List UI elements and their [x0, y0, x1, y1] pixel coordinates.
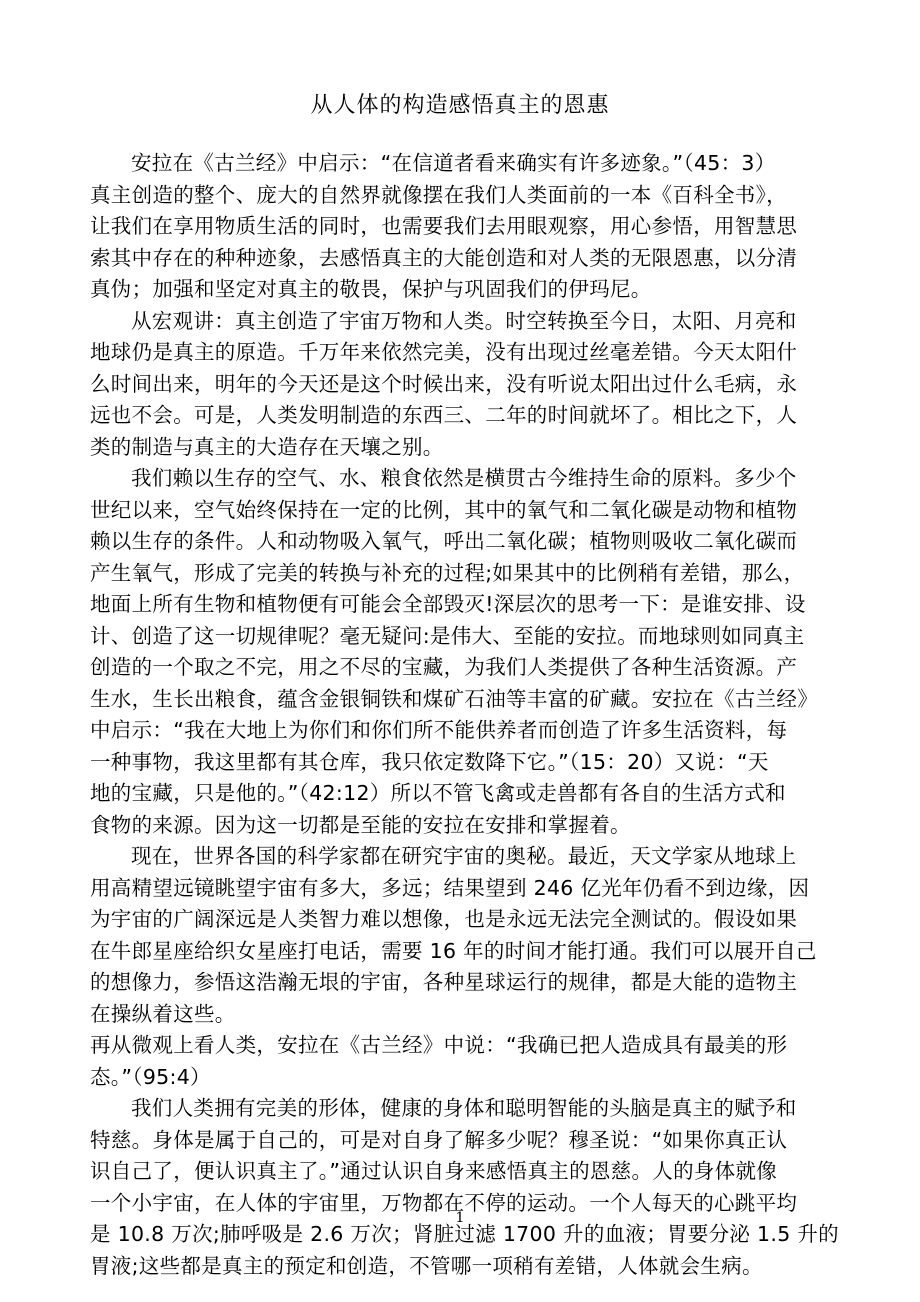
text-line: 真伪；加强和坚定对真主的敬畏，保护与巩固我们的伊玛尼。 [90, 277, 652, 301]
text-line: 么时间出来，明年的今天还是这个时候出来，没有听说太阳出过什么毛病，永 [90, 371, 798, 396]
text-line: 在牛郎星座给织女星座打电话，需要 16 年的时间才能打通。我们可以展开自己 [90, 938, 817, 963]
text-line: 为宇宙的广阔深远是人类智力难以想像，也是永远无法完全测试的。假设如果 [90, 907, 798, 931]
text-line: 地球仍是真主的原造。千万年来依然完美，没有出现过丝毫差错。今天太阳什 [90, 340, 798, 364]
text-line: 一个小宇宙，在人体的宇宙里，万物都在不停的运动。一个人每天的心跳平均 [90, 1190, 798, 1215]
text-line: 创造的一个取之不完，用之不尽的宝藏，为我们人类提供了各种生活资源。产 [90, 655, 798, 679]
text-line: 计、创造了这一切规律呢？毫无疑问:是伟大、至能的安拉。而地球则如同真主 [90, 623, 805, 648]
text-line: 用高精望远镜眺望宇宙有多大，多远；结果望到 246 亿光年仍看不到边缘，因 [90, 875, 810, 900]
text-line: 从宏观讲：真主创造了宇宙万物和人类。时空转换至今日，太阳、月亮和 [131, 308, 797, 333]
text-line: 现在，世界各国的科学家都在研究宇宙的奥秘。最近，天文学家从地球上 [131, 844, 797, 868]
page-title: 从人体的构造感悟真主的恩惠 [310, 93, 610, 118]
text-line: 胃液;这些都是真主的预定和创造，不管哪一项稍有差错，人体就会生病。 [90, 1253, 763, 1278]
text-line: 识自己了，便认识真主了。”通过认识自身来感悟真主的恩慈。人的身体就像 [90, 1159, 778, 1183]
text-line: 让我们在享用物质生活的同时，也需要我们去用眼观察，用心参悟，用智慧思 [90, 214, 798, 238]
text-line: 我们赖以生存的空气、水、粮食依然是横贯古今维持生命的原料。多少个 [131, 466, 797, 490]
text-line: 安拉在《古兰经》中启示：“在信道者看来确实有许多迹象。”（45：3） [131, 151, 776, 175]
text-line: 世纪以来，空气始终保持在一定的比例，其中的氧气和二氧化碳是动物和植物 [90, 497, 798, 522]
text-line: 我们人类拥有完美的形体，健康的身体和聪明智能的头脑是真主的赋予和 [131, 1096, 797, 1120]
document-body [90, 148, 838, 1282]
text-line: 赖以生存的条件。人和动物吸入氧气，呼出二氧化碳；植物则吸收二氧化碳而 [90, 529, 798, 553]
text-line: 地的宝藏，只是他的。”（42:12）所以不管飞禽或走兽都有各自的生活方式和 [90, 781, 786, 805]
text-line: 在操纵着这些。 [90, 1001, 236, 1026]
text-line: 是 10.8 万次;肺呼吸是 2.6 万次；肾脏过滤 1700 升的血液；胃要分泌 1.5 升的 [90, 1222, 839, 1246]
text-line: 真主创造的整个、庞大的自然界就像摆在我们人类面前的一本《百科全书》， [90, 182, 787, 207]
text-line: 食物的来源。因为这一切都是至能的安拉在安排和掌握着。 [90, 812, 631, 837]
text-line: 地面上所有生物和植物便有可能会全部毁灭!深层次的思考一下：是谁安排、设 [90, 592, 806, 616]
text-line: 中启示：“我在大地上为你们和你们所不能供养者而创造了许多生活资料，每 [90, 718, 788, 742]
text-line: 特慈。身体是属于自己的，可是对自身了解多少呢？穆圣说：“如果你真正认 [90, 1127, 788, 1152]
text-line: 一种事物，我这里都有其仓库，我只依定数降下它。”（15：20）又说：“天 [90, 749, 769, 774]
page-number: 1 [455, 1210, 465, 1226]
text-line: 的想像力，参悟这浩瀚无垠的宇宙，各种星球运行的规律，都是大能的造物主 [90, 970, 798, 994]
text-line: 再从微观上看人类，安拉在《古兰经》中说：“我确已把人造成具有最美的形 [90, 1033, 788, 1057]
text-line: 生水，生长出粮食，蕴含金银铜铁和煤矿石油等丰富的矿藏。安拉在《古兰经》 [90, 686, 818, 711]
text-line: 索其中存在的种种迹象，去感悟真主的大能创造和对人类的无限恩惠，以分清 [90, 245, 798, 270]
text-line: 类的制造与真主的大造存在天壤之别。 [90, 434, 444, 459]
text-line: 产生氧气，形成了完美的转换与补充的过程;如果其中的比例稍有差错，那么， [90, 560, 805, 585]
text-line: 态。”（95:4） [90, 1064, 211, 1089]
text-line: 远也不会。可是，人类发明制造的东西三、二年的时间就坏了。相比之下，人 [90, 403, 798, 427]
